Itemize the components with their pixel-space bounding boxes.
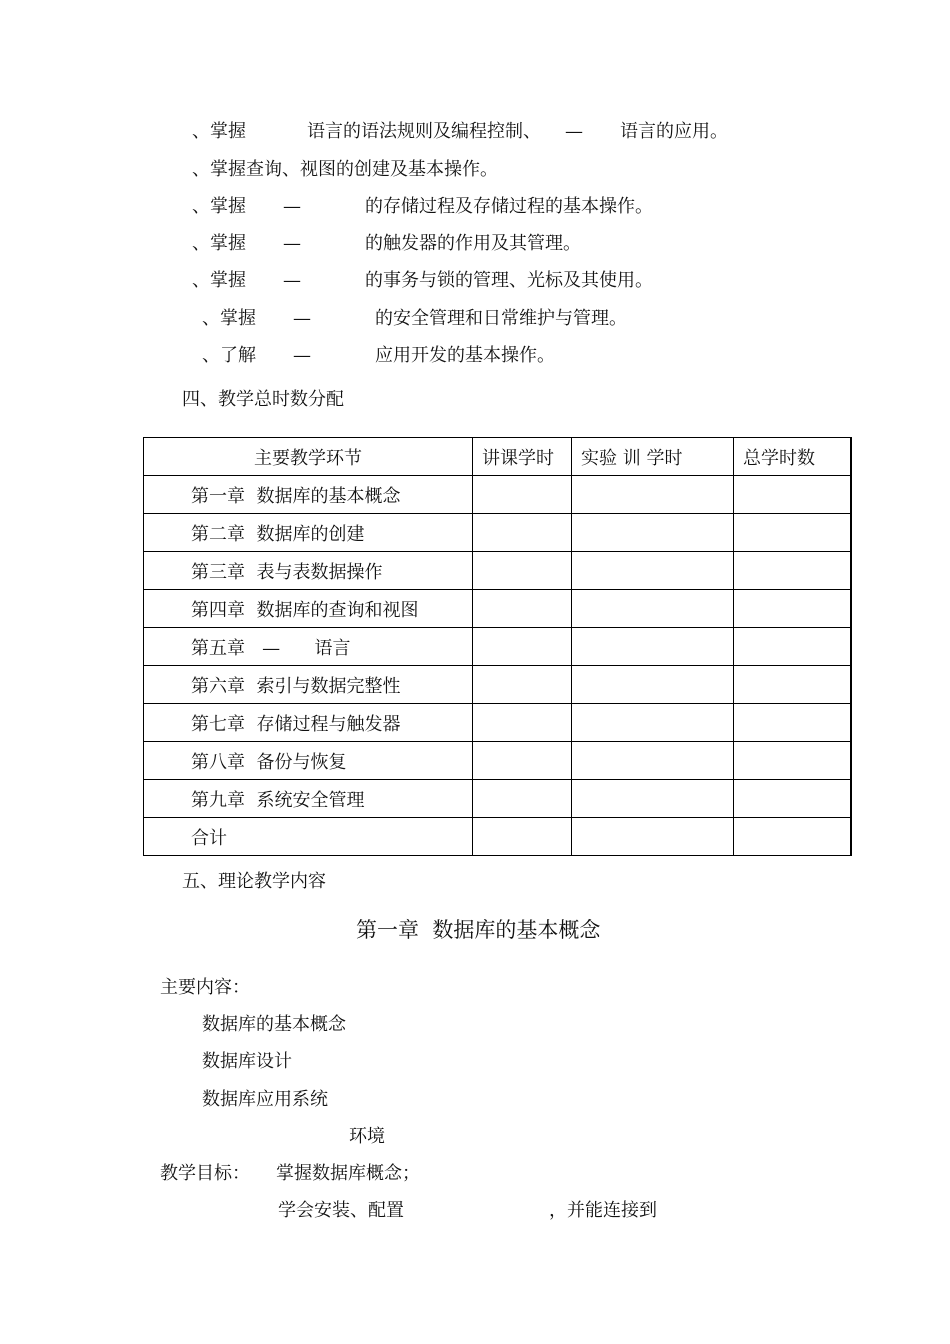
- cell-total: [734, 590, 851, 628]
- header-lecture-hours: 讲课学时: [473, 438, 572, 476]
- cell-lab: [572, 628, 734, 666]
- objective-5-dash: —: [283, 270, 301, 291]
- table-row: [144, 514, 851, 552]
- row-label: 第六章 索引与数据完整性: [144, 666, 473, 704]
- cell-total: [734, 704, 851, 742]
- cell-lab: [572, 704, 734, 742]
- objective-4-tail: 的触发器的作用及其管理。: [365, 233, 581, 254]
- section-5-title: 五、理论教学内容: [182, 871, 326, 892]
- content-item: 数据库的基本概念: [202, 1014, 346, 1035]
- table-row: [144, 780, 851, 818]
- row-label: 第五章 — 语言: [144, 628, 473, 666]
- cell-lecture: [473, 742, 572, 780]
- goal-item: 学会安装、配置: [278, 1200, 404, 1221]
- objective-1-tail: 语言的应用。: [620, 121, 728, 142]
- objective-7-dash: —: [293, 345, 311, 366]
- objective-2: 、掌握查询、视图的创建及基本操作。: [192, 159, 498, 180]
- cell-total: [734, 666, 851, 704]
- cell-lab: [572, 590, 734, 628]
- cell-lecture: [473, 628, 572, 666]
- cell-total: [734, 818, 851, 856]
- objective-4-prefix: 、掌握: [192, 233, 246, 254]
- objective-7-prefix: 、了解: [202, 345, 256, 366]
- objective-6-dash: —: [293, 308, 311, 329]
- table-row-total: [144, 818, 851, 856]
- cell-total: [734, 552, 851, 590]
- cell-lecture: [473, 666, 572, 704]
- cell-total: [734, 628, 851, 666]
- cell-total: [734, 780, 851, 818]
- cell-lab: [572, 780, 734, 818]
- cell-lecture: [473, 514, 572, 552]
- row-label: 第二章 数据库的创建: [144, 514, 473, 552]
- cell-lab: [572, 514, 734, 552]
- cell-total: [734, 514, 851, 552]
- row-label: 第八章 备份与恢复: [144, 742, 473, 780]
- table-row: [144, 666, 851, 704]
- cell-lab: [572, 742, 734, 780]
- row-label: 第一章 数据库的基本概念: [144, 476, 473, 514]
- cell-lab: [572, 818, 734, 856]
- objective-5-prefix: 、掌握: [192, 270, 246, 291]
- teaching-goal-label: 教学目标：: [160, 1163, 250, 1184]
- table-row: [144, 742, 851, 780]
- cell-lecture: [473, 590, 572, 628]
- objective-1-dash: —: [565, 121, 583, 142]
- goal-item: ，并能连接到: [549, 1200, 657, 1221]
- cell-lecture: [473, 704, 572, 742]
- cell-lecture: [473, 552, 572, 590]
- hours-allocation-table: [143, 437, 852, 856]
- content-item: 环境: [349, 1126, 385, 1147]
- table-header-row: [144, 438, 851, 476]
- objective-1-prefix: 、掌握: [192, 121, 246, 142]
- row-label: 第三章 表与表数据操作: [144, 552, 473, 590]
- cell-lab: [572, 476, 734, 514]
- cell-total: [734, 742, 851, 780]
- content-item: 数据库设计: [202, 1051, 292, 1072]
- cell-lecture: [473, 780, 572, 818]
- table-row: [144, 628, 851, 666]
- row-label: 第七章 存储过程与触发器: [144, 704, 473, 742]
- objective-1-mid: 语言的语法规则及编程控制、: [307, 121, 541, 142]
- objective-6-prefix: 、掌握: [202, 308, 256, 329]
- table-row: [144, 590, 851, 628]
- row-label: 合计: [144, 818, 473, 856]
- chapter-title: 第一章 数据库的基本概念: [356, 918, 601, 942]
- objective-6-tail: 的安全管理和日常维护与管理。: [375, 308, 627, 329]
- table-row: [144, 552, 851, 590]
- table-row: [144, 476, 851, 514]
- table-row: [144, 704, 851, 742]
- cell-lab: [572, 552, 734, 590]
- objective-3-prefix: 、掌握: [192, 196, 246, 217]
- objective-7-tail: 应用开发的基本操作。: [375, 345, 555, 366]
- goal-item: 掌握数据库概念；: [276, 1163, 420, 1184]
- header-lab-hours: 实验 训 学时: [572, 438, 734, 476]
- row-label: 第九章 系统安全管理: [144, 780, 473, 818]
- row-label: 第四章 数据库的查询和视图: [144, 590, 473, 628]
- objective-3-dash: —: [283, 196, 301, 217]
- objective-3-tail: 的存储过程及存储过程的基本操作。: [365, 196, 653, 217]
- header-main-section: 主要教学环节: [144, 438, 473, 476]
- content-item: 数据库应用系统: [202, 1089, 328, 1110]
- cell-lab: [572, 666, 734, 704]
- objective-4-dash: —: [283, 233, 301, 254]
- cell-total: [734, 476, 851, 514]
- section-4-title: 四、教学总时数分配: [182, 389, 344, 410]
- objective-5-tail: 的事务与锁的管理、光标及其使用。: [365, 270, 653, 291]
- header-total-hours: 总学时数: [734, 438, 851, 476]
- cell-lecture: [473, 818, 572, 856]
- cell-lecture: [473, 476, 572, 514]
- main-content-label: 主要内容：: [160, 977, 250, 998]
